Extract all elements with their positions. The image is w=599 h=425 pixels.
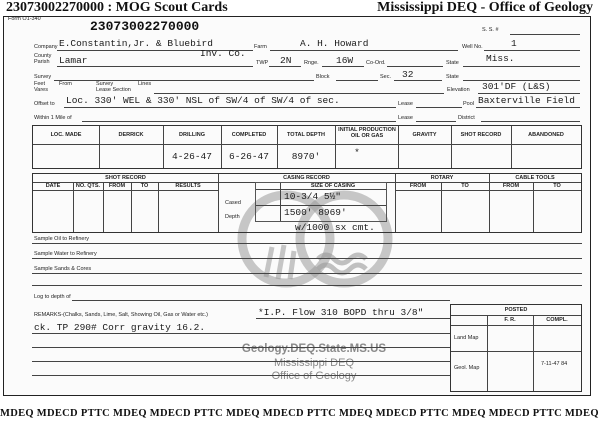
footer-item: MDEQ <box>451 408 486 419</box>
well-data-grid <box>32 125 582 169</box>
farm-value: A. H. Howard <box>300 38 369 49</box>
farm-label: Farm <box>254 44 267 50</box>
lease-section-label: Lease Section <box>96 87 131 93</box>
footer-item: PTTC <box>193 408 224 419</box>
posted-title: POSTED <box>504 307 528 313</box>
footer-item: PTTC <box>532 408 563 419</box>
elevation-value: 301'DF (L&S) <box>482 81 551 92</box>
lease-label: Lease <box>398 101 413 107</box>
coord-label: Co-Ord. <box>366 60 386 66</box>
size-of-casing-label: SIZE OF CASING <box>310 183 356 189</box>
total-depth-value: 8970' <box>291 151 321 162</box>
posted-box <box>450 304 582 392</box>
shot-header-to: TO <box>140 183 149 189</box>
footer-item: MDECD <box>488 408 530 419</box>
survey-label-2: Survey <box>96 81 114 87</box>
remarks-line-1: *I.P. Flow 310 BOPD thru 3/8" <box>258 307 424 318</box>
sample-water-label: Sample Water to Refinery <box>34 251 97 257</box>
ss-label: S. S. # <box>482 27 499 33</box>
casing-size-values: 10-3/4 5½" <box>284 191 342 202</box>
cable-header-to: TO <box>553 183 561 189</box>
cement-note: w/1000 sx cmt. <box>295 222 375 233</box>
casing-box <box>255 182 387 222</box>
grid-header-total-depth: TOTAL DEPTH <box>287 132 325 138</box>
shot-header-results: RESULTS <box>175 183 201 189</box>
shot-header-date: DATE <box>45 183 61 189</box>
county-value: Lamar <box>59 55 88 66</box>
twp-label: TWP <box>256 60 269 66</box>
lines-label: Lines <box>138 81 152 87</box>
rotary-title: ROTARY <box>430 175 454 181</box>
posted-row-geol-map: Geol. Map <box>454 365 480 371</box>
cased-label: Cased <box>225 200 241 206</box>
feet-label: Feet <box>34 81 46 87</box>
footer-item: MDEQ <box>225 408 260 419</box>
footer-item: MDEQ <box>112 408 147 419</box>
well-no-label: Well No. <box>462 44 483 50</box>
document-header-right: Mississippi DEQ - Office of Geology <box>377 0 593 15</box>
pool-label: Pool <box>463 101 475 107</box>
elevation-label: Elevation <box>447 87 470 93</box>
company-label: Company <box>34 44 58 50</box>
pool-value: Baxterville Field <box>478 95 575 106</box>
casing-record-title: CASING RECORD <box>283 175 330 181</box>
from-label: From <box>59 81 72 87</box>
grid-header-completed: COMPLETED <box>231 132 267 138</box>
footer-item: PTTC <box>80 408 111 419</box>
footer-item: PTTC <box>419 408 450 419</box>
cable-header-from: FROM <box>502 183 520 189</box>
posted-header-fr: F. R. <box>504 317 516 323</box>
grid-header-drilling: DRILLING <box>179 132 205 138</box>
form-number: Form O1-340 <box>8 16 41 22</box>
grid-header-gravity: GRAVITY <box>412 132 437 138</box>
rotary-header-from: FROM <box>409 183 427 189</box>
log-depth-label: Log to depth of <box>34 294 71 300</box>
within-label: Within 1 Mile of <box>34 115 72 121</box>
cable-tools-title: CABLE TOOLS <box>515 175 555 181</box>
rnge-value: 16W <box>336 55 354 66</box>
posted-stamp: 7-11-47 84 <box>541 361 568 367</box>
remarks-line-2: ck. TP 290# Corr gravity 16.2. <box>34 322 206 333</box>
footer-item: PTTC <box>306 408 337 419</box>
api-number: 23073002270000 <box>90 19 200 34</box>
sec-label: Sec. <box>380 74 392 80</box>
posted-header-compl: COMPL. <box>546 317 568 323</box>
depth-label: Depth <box>225 214 240 220</box>
sec-value: 32 <box>402 69 414 80</box>
grid-header-shot-record: SHOT RECORD <box>460 132 502 138</box>
footer-item: MDECD <box>149 408 191 419</box>
watermark-office: Office of Geology <box>271 370 357 382</box>
remarks-label: REMARKS-(Chalks, Sands, Lime, Salt, Showing Oil, Gas or Water etc.) <box>34 312 209 318</box>
grid-header-abandoned: ABANDONED <box>528 132 564 138</box>
footer-item: MDEQ <box>564 408 599 419</box>
document-header-left: 23073002270000 : MOG Scout Cards <box>6 0 228 15</box>
twp-value: 2N <box>280 55 292 66</box>
grid-header-derrick: DERRICK <box>118 132 144 138</box>
scout-card <box>3 16 591 396</box>
district-label: District <box>458 115 475 121</box>
footer-item: MDECD <box>375 408 417 419</box>
company-value: E.Constantin,Jr. & Bluebird <box>59 38 213 49</box>
well-no-value: 1 <box>511 38 517 49</box>
county-label: County <box>34 53 52 59</box>
watermark-url: Geology.DEQ.State.MS.US <box>241 343 387 355</box>
grid-header-initial-production: INITIAL PRODUCTION OIL OR GAS <box>338 127 396 139</box>
sample-oil-label: Sample Oil to Refinery <box>34 236 90 242</box>
footer-item: MDEQ <box>338 408 373 419</box>
shot-header-qts: NO. QTS. <box>75 183 101 189</box>
footer-item: MDECD <box>36 408 78 419</box>
casing-depth-values: 1500' 8969' <box>284 207 347 218</box>
shot-record-title: SHOT RECORD <box>105 175 146 181</box>
grid-header-loc-made: LOC. MADE <box>50 132 82 138</box>
watermark-agency: Mississippi DEQ <box>273 357 355 369</box>
offset-value: Loc. 330' WEL & 330' NSL of SW/4 of SW/4 of sec. <box>66 95 340 106</box>
footer-banner <box>0 408 599 419</box>
vares-label: Vares <box>34 87 48 93</box>
initial-production-value: * <box>354 147 360 158</box>
state-label: State <box>446 60 459 66</box>
records-grid <box>32 173 582 233</box>
survey-label: Survey <box>34 74 52 80</box>
drilling-date: 4-26-47 <box>172 151 212 162</box>
company-value-cont: Inv. Co. <box>200 48 246 59</box>
footer-item: MDEQ <box>0 408 34 419</box>
shot-header-from: FROM <box>108 183 126 189</box>
rotary-header-to: TO <box>461 183 469 189</box>
lease-label-2: Lease <box>398 115 413 121</box>
offset-label: Offset to <box>34 101 55 107</box>
rnge-label: Rnge. <box>304 60 319 66</box>
sample-sands-label: Sample Sands & Cores <box>34 266 92 272</box>
block-label: Block <box>316 74 330 80</box>
posted-row-land-map: Land Map <box>454 335 479 341</box>
completed-date: 6-26-47 <box>229 151 269 162</box>
state-label-2: State <box>446 74 459 80</box>
state-value: Miss. <box>486 53 515 64</box>
parish-label: Parish <box>34 59 50 65</box>
footer-item: MDECD <box>262 408 304 419</box>
